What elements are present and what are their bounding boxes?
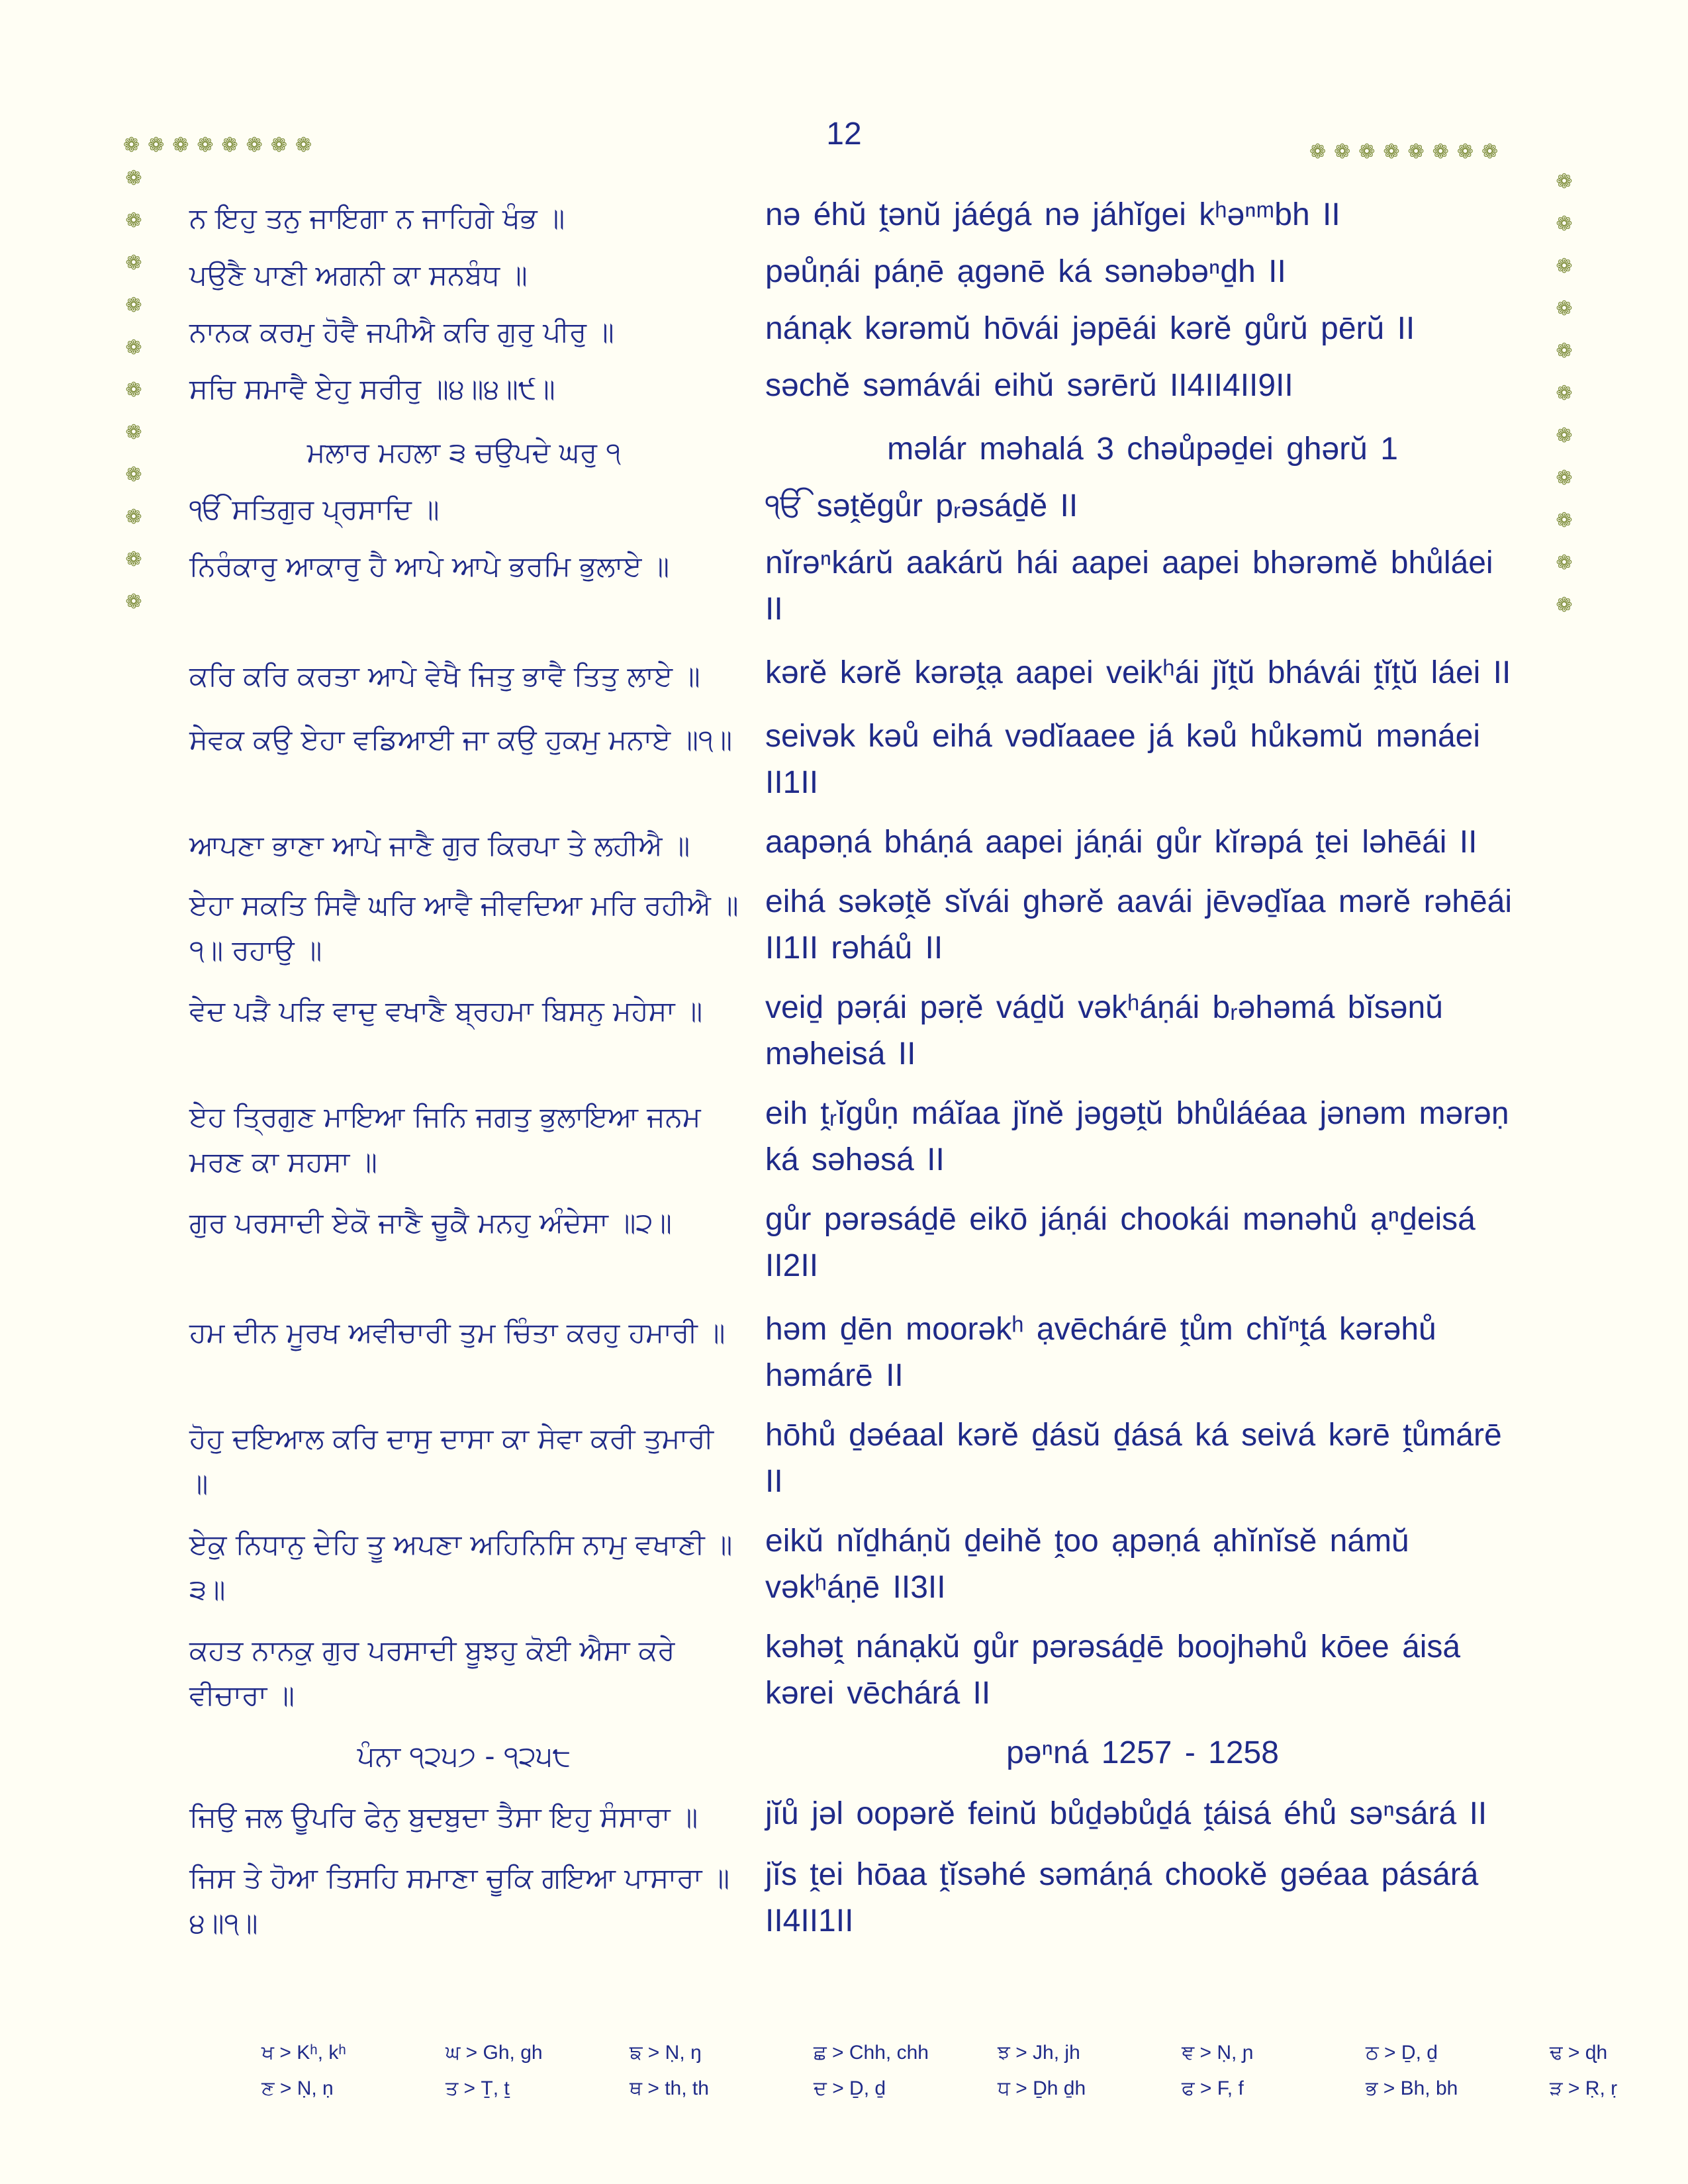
legend-entry: ਭ > Bh, bh (1366, 2077, 1458, 2099)
flower-icon: ❁ (125, 294, 142, 317)
legend-entry: ਫ > F, f (1182, 2077, 1244, 2099)
transliteration-line: gůr pərəsáḏē eikō jáṇái chookái mənəhů ạⁿḏeisá II2II (765, 1202, 1476, 1283)
verse-row (189, 879, 1520, 972)
flower-icon: ❁ (1556, 212, 1573, 236)
flower-icon: ❁ (125, 506, 142, 529)
gurmukhi-line: ਨਾਨਕ ਕਰਮੁ ਹੋਵੈ ਜਪੀਐ ਕਰਿ ਗੁਰੁ ਪੀਰੁ ॥ (189, 316, 614, 348)
flower-icon: ❁ (1556, 509, 1573, 532)
verse-row (189, 1412, 1520, 1505)
verse-row (189, 1518, 1520, 1611)
section-heading (189, 426, 1520, 473)
gurmukhi-line: ਗੁਰ ਪਰਸਾਦੀ ਏਕੋ ਜਾਣੈ ਚੂਕੈ ਮਨਹੁ ਅੰਦੇਸਾ ॥੨॥ (189, 1206, 672, 1239)
flower-icon: ❁ (1556, 551, 1573, 574)
flower-icon: ❁ (1556, 382, 1573, 405)
gurmukhi-line: ਆਪਣਾ ਭਾਣਾ ਆਪੇ ਜਾਣੈ ਗੁਰ ਕਿਰਪਾ ਤੇ ਲਹੀਐ ॥ (189, 829, 690, 862)
transliteration-line: jĭů jəl oopərĕ feinŭ bůḏəbůḏá ṱáisá éhů səⁿsárá II (765, 1796, 1487, 1831)
flower-icon: ❁ (125, 590, 142, 614)
gurmukhi-line: ਕਰਿ ਕਰਿ ਕਰਤਾ ਆਪੇ ਵੇਖੈ ਜਿਤੁ ਭਾਵੈ ਤਿਤੁ ਲਾਏ ॥ (189, 660, 700, 692)
legend-entry: ਣ > Ṇ, ṇ (261, 2077, 334, 2099)
transliteration-line: kərĕ kərĕ kərəṱạ aapei veikʰái jĭṱŭ bhávái ṱĭṱŭ láei II (765, 655, 1511, 690)
transliteration-line: nĭrəⁿkárŭ aakárŭ hái aapei aapei bhərəmĕ bhůláei II (765, 545, 1493, 627)
transliteration-line: nánạk kərəmŭ hōvái jəpēái kərĕ gůrŭ pērŭ II (765, 311, 1415, 346)
gurmukhi-line: ੴ ਸਤਿਗੁਰ ਪ੍ਰਸਾਦਿ ॥ (189, 493, 440, 525)
flower-icon: ❁ (125, 209, 142, 232)
verse-row (189, 1852, 1520, 1944)
ornament-top-left (123, 136, 320, 156)
transliteration-line: eihá səkəṱĕ sĭvái ghərĕ aavái jēvəḏĭaa mərĕ rəhēái II1II rəháů II (765, 884, 1512, 966)
gurmukhi-line: ਏਹ ਤ੍ਰਿਗੁਣ ਮਾਇਆ ਜਿਨਿ ਜਗਤੁ ਭੁਲਾਇਆ ਜਨਮ ਮਰਣ ਕਾ ਸਹਸਾ ॥ (189, 1101, 701, 1178)
transliteration-line: veiḏ pəṛái pəṛĕ váḏŭ vəkʰáṇái bᵣəhəmá bĭsənŭ məheisá II (765, 990, 1443, 1071)
transliteration-line: aapəṇá bháṇá aapei jáṇái gůr kĭrəpá ṱei ləhēái II (765, 825, 1477, 860)
flower-icon: ❁ (1556, 255, 1573, 278)
gurmukhi-line: ਹੋਹੁ ਦਇਆਲ ਕਰਿ ਦਾਸੁ ਦਾਸਾ ਕਾ ਸੇਵਾ ਕਰੀ ਤੁਮਾਰੀ ॥ (189, 1422, 714, 1500)
transliteration-line: kəhəṱ nánạkŭ gůr pərəsáḏē boojhəhů kōee áisá kərei vēchárá II (765, 1629, 1461, 1711)
legend-entry: ਤ > Ṯ, ṯ (445, 2077, 510, 2099)
gurmukhi-line: ਪੰਨਾ ੧੨੫੭ - ੧੨੫੮ (357, 1740, 571, 1772)
gurmukhi-line: ਨਿਰੰਕਾਰੁ ਆਕਾਰੁ ਹੈ ਆਪੇ ਆਪੇ ਭਰਮਿ ਭੁਲਾਏ ॥ (189, 550, 670, 582)
legend-entry: ਖ > Kʰ, kʰ (261, 2042, 346, 2064)
gurmukhi-line: ਏਹਾ ਸਕਤਿ ਸਿਵੈ ਘਰਿ ਆਵੈ ਜੀਵਦਿਆ ਮਰਿ ਰਹੀਐ ॥੧॥ ਰਹਾਉ ॥ (189, 889, 739, 966)
flower-icon: ❁ (125, 251, 142, 275)
transliteration-line: nə éhŭ ṱənŭ jáégá nə jáhĭgei kʰəⁿᵐbh II (765, 197, 1340, 232)
flower-icon: ❁ (1556, 170, 1573, 193)
legend-row (261, 2077, 1688, 2113)
flower-icon: ❁❁❁❁❁❁❁❁ (1309, 140, 1507, 163)
transliteration-line: hōhů ḏəéaal kərĕ ḏásŭ ḏásá ká seivá kərē ṱůmárē II (765, 1418, 1502, 1499)
flower-icon: ❁❁❁❁❁❁❁❁ (123, 134, 320, 157)
verse-row (189, 1791, 1520, 1837)
flower-icon: ❁ (125, 548, 142, 571)
transliteration-line: məlár məhalá 3 chəůpəḏei ghərŭ 1 (887, 432, 1398, 467)
transliteration-line: eih ṱᵣĭgůṇ máĭaa jĭnĕ jəgəṱŭ bhůláéaa jənəm mərəṇ ká səhəsá II (765, 1096, 1509, 1177)
verse-row (189, 985, 1520, 1077)
flower-icon: ❁ (125, 421, 142, 444)
gurmukhi-line: ਏਕੁ ਨਿਧਾਨੁ ਦੇਹਿ ਤੂ ਅਪਣਾ ਅਹਿਨਿਸਿ ਨਾਮੁ ਵਖਾਣੀ ॥੩॥ (189, 1528, 733, 1606)
transliteration-line: pəůṇái páṇē ạgənē ká sənəbəⁿḏh II (765, 254, 1286, 289)
flower-icon: ❁ (1556, 594, 1573, 617)
verse-row (189, 819, 1520, 866)
flower-icon: ❁ (1556, 340, 1573, 363)
legend-entry: ੜ > Ṛ, ṛ (1550, 2077, 1618, 2099)
legend-entry: ਘ > Gh, gh (445, 2042, 543, 2064)
transliteration-line: pəⁿná 1257 - 1258 (1006, 1735, 1279, 1770)
transliteration-line: seivək kəů eihá vədĭaaee já kəů hůkəmŭ mənáei II1II (765, 719, 1480, 800)
gurmukhi-line: ਸੇਵਕ ਕਉ ਏਹਾ ਵਡਿਆਈ ਜਾ ਕਉ ਹੁਕਮੁ ਮਨਾਏ ॥੧॥ (189, 723, 733, 756)
legend-row (261, 2042, 1688, 2077)
transliteration-line: həm ḏēn moorəkʰ ạvēchárē ṱům chĭⁿṱá kərəhů həmárē II (765, 1312, 1436, 1393)
gurmukhi-line: ਜਿਉ ਜਲ ਊਪਰਿ ਫੇਨੁ ਬੁਦਬੁਦਾ ਤੈਸਾ ਇਹੁ ਸੰਸਾਰਾ ॥ (189, 1801, 698, 1833)
gurmukhi-line: ਨ ਇਹੁ ਤਨੁ ਜਾਇਗਾ ਨ ਜਾਹਿਗੇ ਖੰਭ ॥ (189, 202, 565, 234)
verse-row (189, 483, 1520, 529)
legend-entry: ਠ > Ḏ, ḏ (1366, 2042, 1438, 2064)
section-heading (189, 1730, 1520, 1776)
ornament-left-column (120, 169, 147, 635)
gurmukhi-line: ਪਉਣੈ ਪਾਣੀ ਅਗਨੀ ਕਾ ਸਨਬੰਧ ॥ (189, 259, 528, 291)
legend-entry: ਧ > Ḏh ḏh (998, 2077, 1086, 2099)
gurmukhi-line: ਹਮ ਦੀਨ ਮੂਰਖ ਅਵੀਚਾਰੀ ਤੁਮ ਚਿੰਤਾ ਕਰਹੁ ਹਮਾਰੀ ॥ (189, 1316, 726, 1349)
legend-entry: ਦ > Ḏ, ḏ (814, 2077, 886, 2099)
legend-entry: ਛ > Chh, chh (814, 2042, 929, 2064)
transliteration-line: eikŭ nĭḏháṇŭ ḏeihĕ ṱoo ạpəṇá ạhĭnĭsĕ námŭ vəkʰáṇē II3II (765, 1524, 1409, 1605)
flower-icon: ❁ (125, 167, 142, 190)
flower-icon: ❁ (1556, 467, 1573, 490)
flower-icon: ❁ (125, 463, 142, 486)
flower-icon: ❁ (125, 336, 142, 359)
flower-icon: ❁ (1556, 424, 1573, 447)
legend-entry: ਝ > Jh, jh (998, 2042, 1080, 2064)
gurmukhi-line: ਜਿਸ ਤੇ ਹੋਆ ਤਿਸਹਿ ਸਮਾਣਾ ਚੂਕਿ ਗਇਆ ਪਾਸਾਰਾ ॥੪॥੧॥ (189, 1862, 730, 1939)
gurmukhi-line: ਮਲਾਰ ਮਹਲਾ ੩ ਚਉਪਦੇ ਘਰੁ ੧ (306, 436, 622, 469)
verse-row (189, 650, 1520, 696)
legend-entry: ਥ > th, th (630, 2077, 709, 2099)
gurmukhi-line: ਸਚਿ ਸਮਾਵੈ ਏਹੁ ਸਰੀਰੁ ॥੪॥੪॥੯॥ (189, 373, 555, 405)
transliteration-line: səchĕ səmávái eihŭ sərērŭ II4II4II9II (765, 368, 1293, 403)
verse-row (189, 249, 1520, 295)
verse-row (189, 363, 1520, 409)
verse-row (189, 1091, 1520, 1183)
verse-row (189, 306, 1520, 352)
gurmukhi-line: ਵੇਦ ਪੜੈ ਪੜਿ ਵਾਦੁ ਵਖਾਣੈ ਬ੍ਰਹਮਾ ਬਿਸਨੁ ਮਹੇਸਾ ॥ (189, 995, 703, 1027)
legend-entry: ਢ > ɖh (1550, 2042, 1608, 2064)
ornament-top-right (1309, 142, 1506, 162)
flower-icon: ❁ (1556, 297, 1573, 320)
legend-entry: ਙ > Ṇ, ŋ (630, 2042, 702, 2064)
verse-row (189, 1306, 1520, 1399)
gurmukhi-line: ਕਹਤ ਨਾਨਕੁ ਗੁਰ ਪਰਸਾਦੀ ਬੂਝਹੁ ਕੋਈ ਐਸਾ ਕਰੇ ਵੀਚਾਰਾ ॥ (189, 1634, 675, 1711)
verse-list (189, 192, 1520, 1944)
verse-row (189, 713, 1520, 806)
transliteration-legend (261, 2042, 1688, 2113)
verse-row (189, 1624, 1520, 1717)
verse-row (189, 192, 1520, 238)
page-number: 12 (826, 116, 862, 152)
transliteration-line: ੴ səṱĕgůr pᵣəsáḏĕ II (765, 488, 1078, 523)
ornament-right-column (1551, 172, 1577, 638)
legend-entry: ਞ > Ṇ, ɲ (1182, 2042, 1254, 2064)
verse-row (189, 1197, 1520, 1289)
flower-icon: ❁ (125, 379, 142, 402)
transliteration-line: jĭs ṱei hōaa ṱĭsəhé səmáṇá chookĕ gəéaa pásárá II4II1II (765, 1857, 1479, 1938)
verse-row (189, 540, 1520, 633)
